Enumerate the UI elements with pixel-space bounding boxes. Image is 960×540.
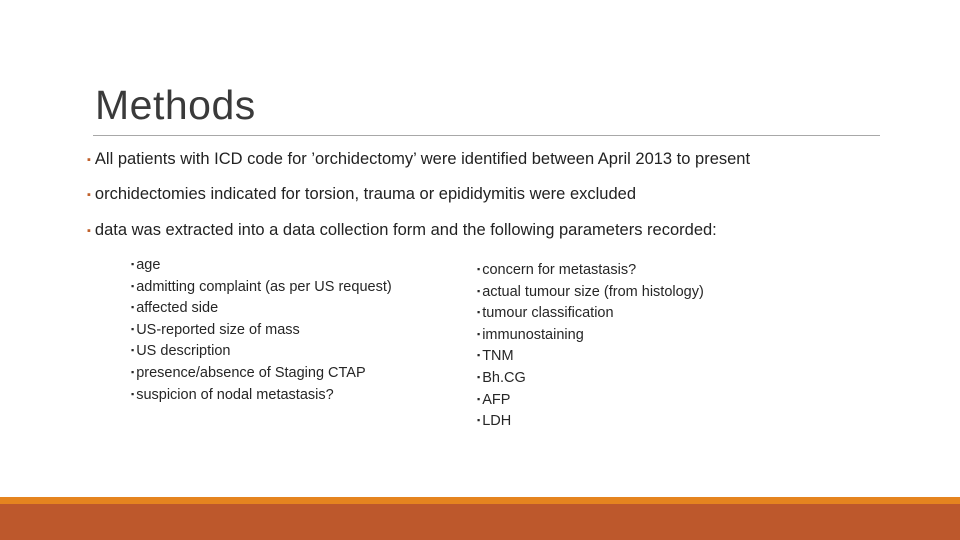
list-item (131, 384, 392, 406)
list-item-text: US-reported size of mass (136, 321, 300, 338)
bullet-marker: ▪ (477, 285, 481, 296)
bullet-text: orchidectomies indicated for torsion, trauma or epididymitis were excluded (94, 185, 636, 203)
bullet-marker: ▪ (131, 302, 135, 313)
list-item (131, 297, 392, 319)
bullet-marker: ▪ (477, 264, 481, 274)
list-item (477, 410, 704, 432)
bullet-marker: ▪ (131, 259, 135, 269)
footer-band (0, 504, 960, 540)
list-item-text: immunostaining (482, 326, 584, 343)
list-item (477, 302, 704, 324)
bullet-marker: ▪ (87, 189, 91, 201)
bullet-marker: ▪ (477, 371, 481, 382)
list-item (477, 345, 704, 367)
list-item (131, 340, 392, 362)
list-item-text: tumour classification (482, 305, 614, 322)
bullet-marker: ▪ (477, 328, 481, 339)
bullet-text: All patients with ICD code for ’orchidectomy’ were identified between April 2013 to present (94, 150, 751, 168)
list-item (131, 254, 392, 276)
list-item-text: TNM (482, 348, 514, 365)
bullet-marker: ▪ (87, 154, 91, 166)
bullet-marker: ▪ (131, 388, 135, 399)
list-item (477, 324, 704, 346)
footer-accent-stripe (0, 497, 960, 504)
bullet-marker: ▪ (131, 366, 135, 377)
list-item-text: suspicion of nodal metastasis? (136, 386, 334, 403)
parameters-left-column (131, 254, 392, 405)
bullet-1 (87, 150, 750, 169)
bullet-2 (87, 185, 636, 204)
list-item-text: LDH (482, 413, 512, 430)
list-item-text: concern for metastasis? (482, 262, 637, 278)
bullet-marker: ▪ (87, 225, 91, 237)
list-item-text: admitting complaint (as per US request) (136, 278, 392, 295)
list-item (477, 389, 704, 411)
bullet-marker: ▪ (131, 345, 135, 356)
bullet-marker: ▪ (477, 350, 481, 361)
list-item (131, 319, 392, 341)
list-item-text: actual tumour size (from histology) (482, 283, 704, 300)
bullet-marker: ▪ (131, 323, 135, 334)
list-item-text: US description (136, 343, 231, 360)
list-item-text: AFP (482, 391, 511, 408)
bullet-marker: ▪ (477, 393, 481, 404)
list-item (477, 259, 704, 281)
list-item (477, 367, 704, 389)
list-item-text: Bh.CG (482, 369, 526, 386)
list-item (131, 276, 392, 298)
title-divider (93, 135, 880, 136)
list-item-text: affected side (136, 300, 219, 317)
list-item-text: presence/absence of Staging CTAP (136, 364, 366, 381)
parameters-right-column (477, 259, 704, 432)
slide-title: Methods (95, 82, 256, 128)
bullet-marker: ▪ (477, 415, 481, 426)
bullet-text: data was extracted into a data collection form and the following parameters recorded: (94, 221, 717, 239)
list-item (477, 281, 704, 303)
bullet-3 (87, 221, 717, 240)
bullet-marker: ▪ (477, 307, 481, 318)
list-item-text: age (136, 257, 161, 273)
list-item (131, 362, 392, 384)
bullet-marker: ▪ (131, 280, 135, 291)
